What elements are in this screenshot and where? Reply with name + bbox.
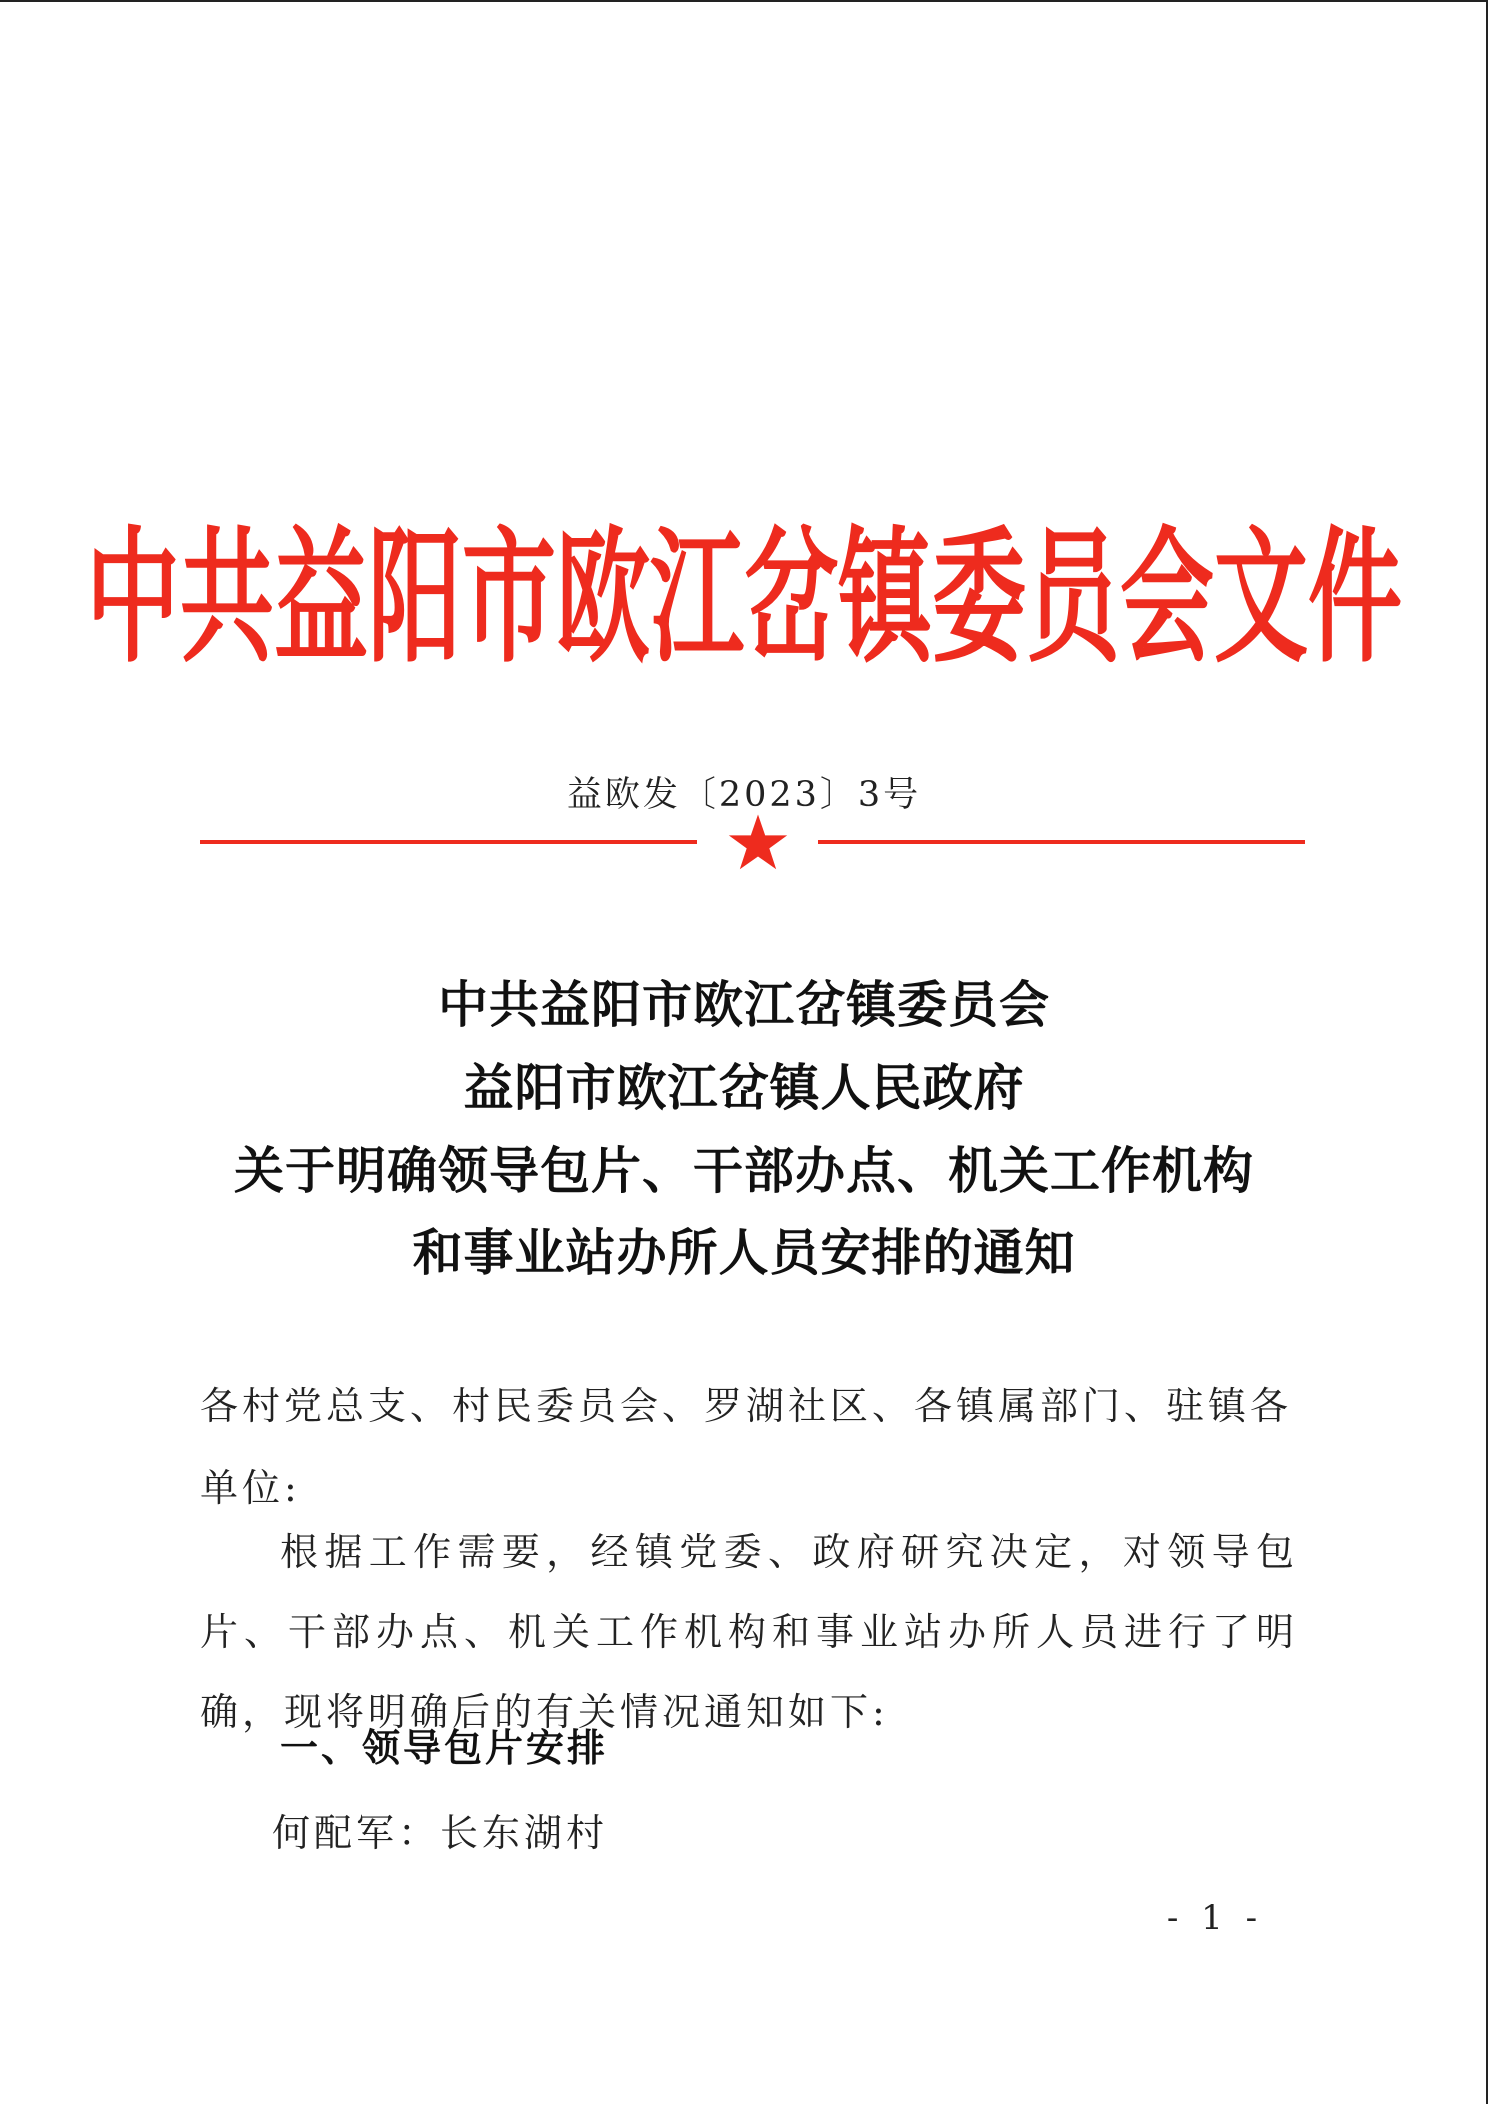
body-paragraph: 根据工作需要，经镇党委、政府研究决定，对领导包片、干部办点、机关工作机构和事业站办所人员进行了明确，现将明确后的有关情况通知如下: [200,1530,1298,1734]
red-divider-left [200,840,697,844]
star-shape [729,815,787,870]
notice-title-line-3: 关于明确领导包片、干部办点、机关工作机构 [234,1142,1254,1200]
red-star-icon [726,812,790,876]
notice-title-line-4: 和事业站办所人员安排的通知 [412,1224,1076,1282]
page-border-top [0,0,1488,2]
notice-title-line-1: 中共益阳市欧江岔镇委员会 [438,976,1050,1034]
issuer-title: 中共益阳市欧江岔镇委员会文件 [85,514,1402,684]
addressee: 各村党总支、村民委员会、罗湖社区、各镇属部门、驻镇各单位: [200,1384,1293,1510]
page-number: - 1 - [1166,1898,1264,1938]
document-number: 益欧发〔2023〕3号 [566,775,922,815]
notice-title-line-2: 益阳市欧江岔镇人民政府 [463,1059,1025,1117]
assignment-item: 何配军：长东湖村 [272,1811,609,1855]
section-title: 一、领导包片安排 [280,1726,609,1770]
red-divider-right [818,840,1305,844]
